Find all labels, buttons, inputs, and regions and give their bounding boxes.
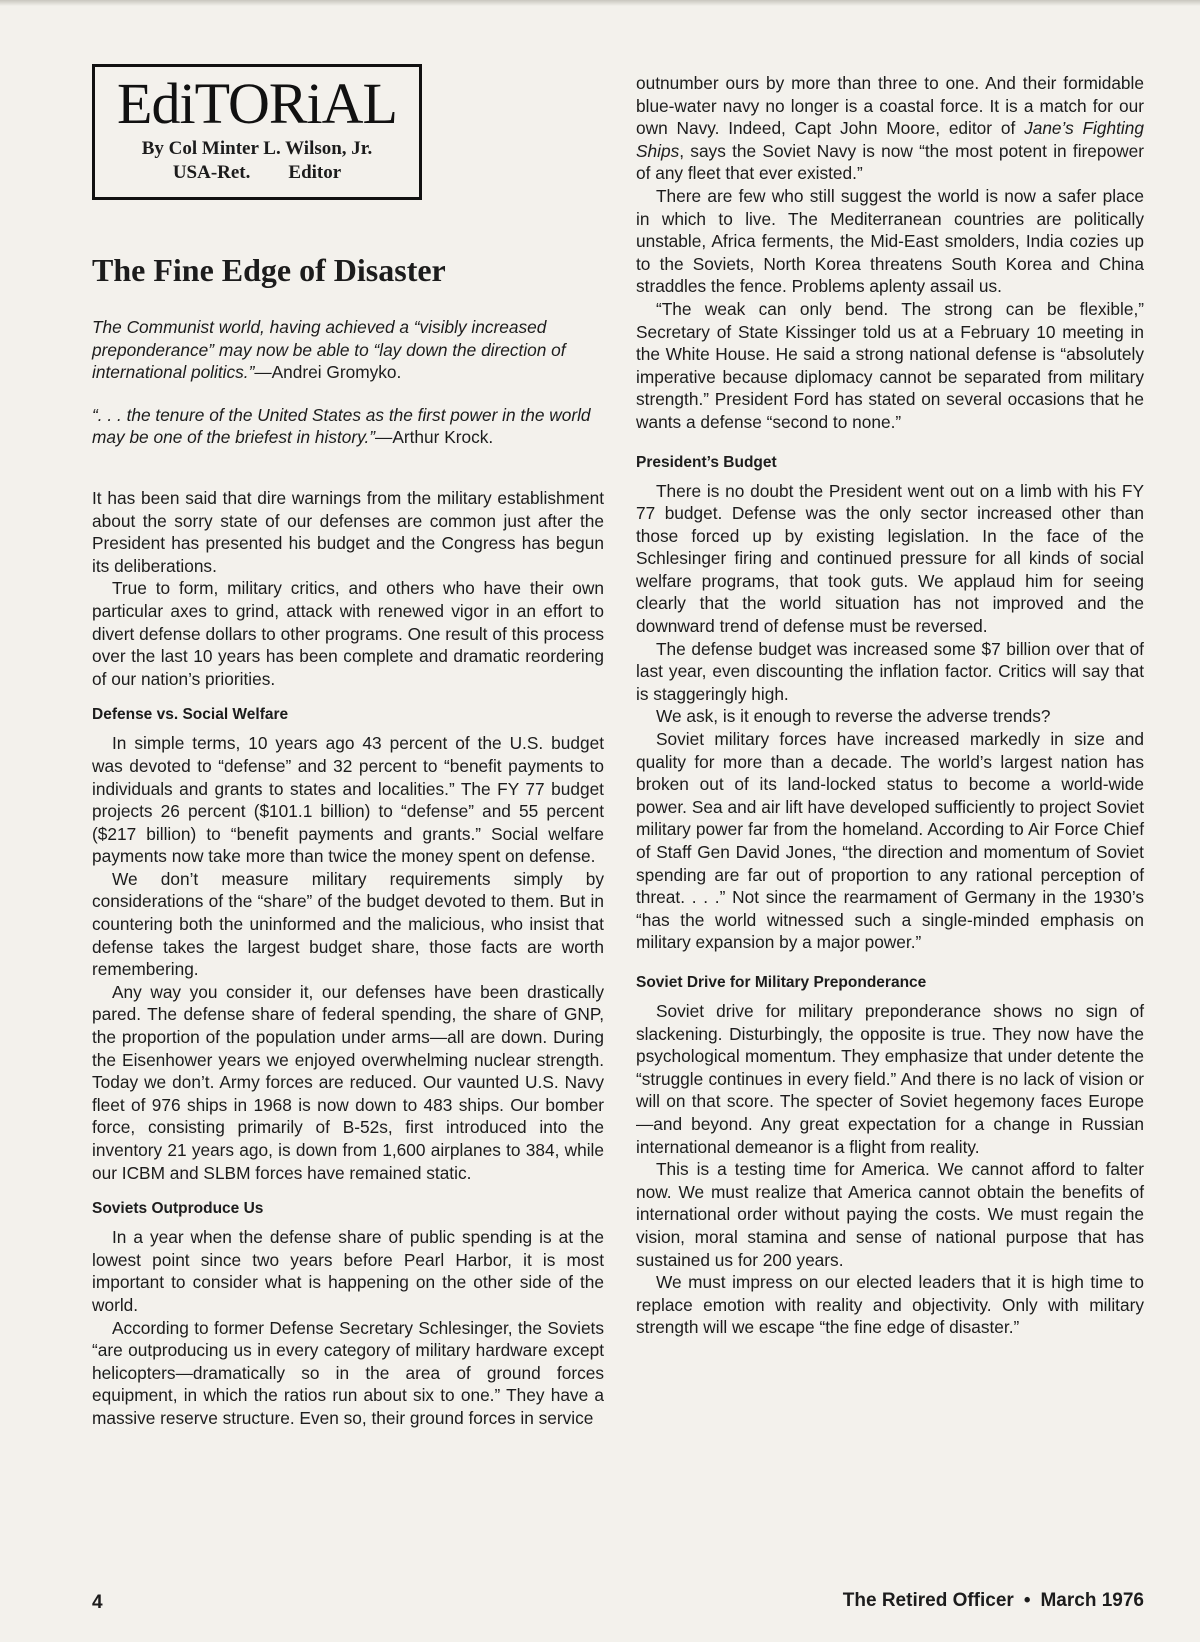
epigraph-text: The Communist world, having achieved a “visibly increased preponderance” may now be able to “lay down the direction of international politics.” (92, 317, 566, 383)
body-paragraph: This is a testing time for America. We cannot afford to falter now. We must realize that America cannot obtain the benefits of international order without paying the costs. We must regain the vision, moral stamina and sense of national purpose that has sustained us for 200 years. (636, 1159, 1144, 1270)
epigraph-krock (92, 404, 604, 449)
byline-author: By Col Minter L. Wilson, Jr. (141, 138, 373, 159)
byline-rank: USA-Ret. (172, 162, 251, 183)
section-heading-drive: Soviet Drive for Military Preponderance (636, 973, 927, 991)
page-top-edge (0, 0, 1200, 6)
body-paragraph: There is no doubt the President went out on a limb with his FY 77 budget. Defense was the only sector increased other than those forced up by existing legislation. In the face of the Schlesinger firing and continued pressure for all kinds of social welfare programs, that took guts. We applaud him for seeing clearly that the world situation has not improved and the downward trend of defense must be reversed. (636, 480, 1144, 637)
running-footer (843, 1590, 1144, 1612)
publication-title: Jane’s Fighting Ships (636, 118, 1144, 161)
publication-name: The Retired Officer (842, 1590, 1014, 1611)
body-paragraph: We ask, is it enough to reverse the adverse trends? (656, 706, 1051, 727)
epigraph-attribution: —Arthur Krock. (375, 427, 494, 448)
page-number: 4 (92, 1592, 103, 1613)
body-paragraph: We must impress on our elected leaders that it is high time to replace emotion with reality and objectivity. Only with military strength will we escape “the fine edge of disaster.” (636, 1272, 1144, 1338)
section-heading-soviets: Soviets Outproduce Us (92, 1200, 264, 1218)
byline (95, 137, 419, 185)
body-paragraph: In simple terms, 10 years ago 43 percent of the U.S. budget was devoted to “defense” and 32 percent to “benefit payments to individuals and grants to states and localities.” The FY 77 budget projects 26 percent ($101.1 billion) to “defense” and 55 percent ($217 billion) to “benefit payments and grants.” Social welfare payments now take more than twice the money spent on defense. (92, 733, 604, 867)
byline-role: Editor (288, 162, 342, 183)
left-column (92, 240, 604, 1430)
footer-bullet: • (1023, 1590, 1031, 1611)
body-paragraph-continued: outnumber ours by more than three to one. And their formidable blue-water navy no longer is a coastal force. It is a match for our own Navy. Indeed, Capt John Moore, editor of Jane’s Fighting Ships, says the Soviet Navy is now “the most potent in firepower of any fleet that ever existed.” (636, 73, 1144, 184)
epigraph-text: “. . . the tenure of the United States as the first power in the world may be one of the briefest in history.” (92, 404, 591, 448)
body-paragraph: It has been said that dire warnings from the military establishment about the sorry state of our defenses are common just after the President has presented his budget and the Congress has begun its deliberations. (92, 487, 604, 576)
body-paragraph: In a year when the defense share of public spending is at the lowest point since two years before Pearl Harbor, it is most important to consider what is happening on the other side of the world. (92, 1227, 604, 1315)
section-heading-defense: Defense vs. Social Welfare (92, 706, 289, 724)
body-paragraph: Any way you consider it, our defenses have been drastically pared. The defense share of federal spending, the share of GNP, the proportion of the population under arms—all are down. During the Eisenhower years we enjoyed overwhelming nuclear strength. Today we don’t. Army forces are reduced. Our vaunted U.S. Navy fleet of 976 ships in 1968 is now down to 483 ships. Our bomber force, consisting primarily of B-52s, first introduced into the inventory 21 years ago, is down from 1,600 airplanes to 384, while our ICBM and SLBM forces have remained static. (92, 981, 604, 1183)
epigraph-gromyko (92, 316, 604, 384)
body-paragraph: “The weak can only bend. The strong can be flexible,” Secretary of State Kissinger told us at a February 10 meeting in the White House. He said a strong national defense is “absolutely imperative because diplomacy cannot be separated from military strength.” President Ford has stated on several occasions that he wants a defense “second to none.” (636, 298, 1144, 432)
body-paragraph: The defense budget was increased some $7 billion over that of last year, even discounting the inflation factor. Critics will say that is staggeringly high. (636, 638, 1144, 704)
section-heading-budget: President’s Budget (636, 453, 777, 471)
body-paragraph: True to form, military critics, and others who have their own particular axes to grind, attack with renewed vigor in an effort to divert defense dollars to other programs. One result of this process over the last 10 years has been complete and dramatic reordering of our nation’s priorities. (92, 578, 604, 689)
editorial-logo: EdiTORiAL (117, 71, 397, 136)
body-paragraph: Soviet military forces have increased markedly in size and quality for more than a decade. The world’s largest nation has broken out of its land-locked status to become a world-wide power. Sea and air lift have developed sufficiently to project Soviet military power far from the homeland. According to Air Force Chief of Staff Gen David Jones, “the direction and momentum of Soviet spending are far out of proportion to any rational perception of threat. . . .” Not since the rearmament of Germany in the 1930’s “has the world witnessed such a single-minded emphasis on military expansion by a major power.” (636, 729, 1144, 953)
epigraph-attribution: —Andrei Gromyko. (254, 362, 402, 383)
editorial-masthead (92, 64, 422, 200)
article-title: The Fine Edge of Disaster (92, 252, 446, 288)
body-paragraph: According to former Defense Secretary Schlesinger, the Soviets “are outproducing us in every category of military hardware except helicopters—dramatically so in the area of ground forces equipment, in which the ratios run about six to one.” They have a massive reserve structure. Even so, their ground forces in service (92, 1317, 604, 1428)
body-paragraph: There are few who still suggest the world is now a safer place in which to live. The Mediterranean countries are politically unstable, Africa ferments, the Mid-East smolders, India cozies up to the Soviets, North Korea threatens South Korea and China straddles the fence. Problems aplenty assail us. (636, 185, 1144, 297)
issue-date: March 1976 (1040, 1590, 1144, 1611)
byline-credentials (95, 161, 419, 185)
right-column (636, 72, 1144, 1339)
body-paragraph: Soviet drive for military preponderance shows no sign of slackening. Disturbingly, the opposite is true. They now have the psychological momentum. They emphasize that under detente the “struggle continues in every field.” And there is no lack of vision or will on that score. The specter of Soviet hegemony faces Europe—and beyond. Any great expectation for a change in Russian international demeanor is a flight from reality. (636, 1000, 1144, 1157)
body-paragraph: We don’t measure military requirements simply by considerations of the “share” of the budget devoted to them. But in countering both the uninformed and the malicious, who insist that defense takes the largest budget share, those facts are worth remembering. (92, 868, 604, 980)
